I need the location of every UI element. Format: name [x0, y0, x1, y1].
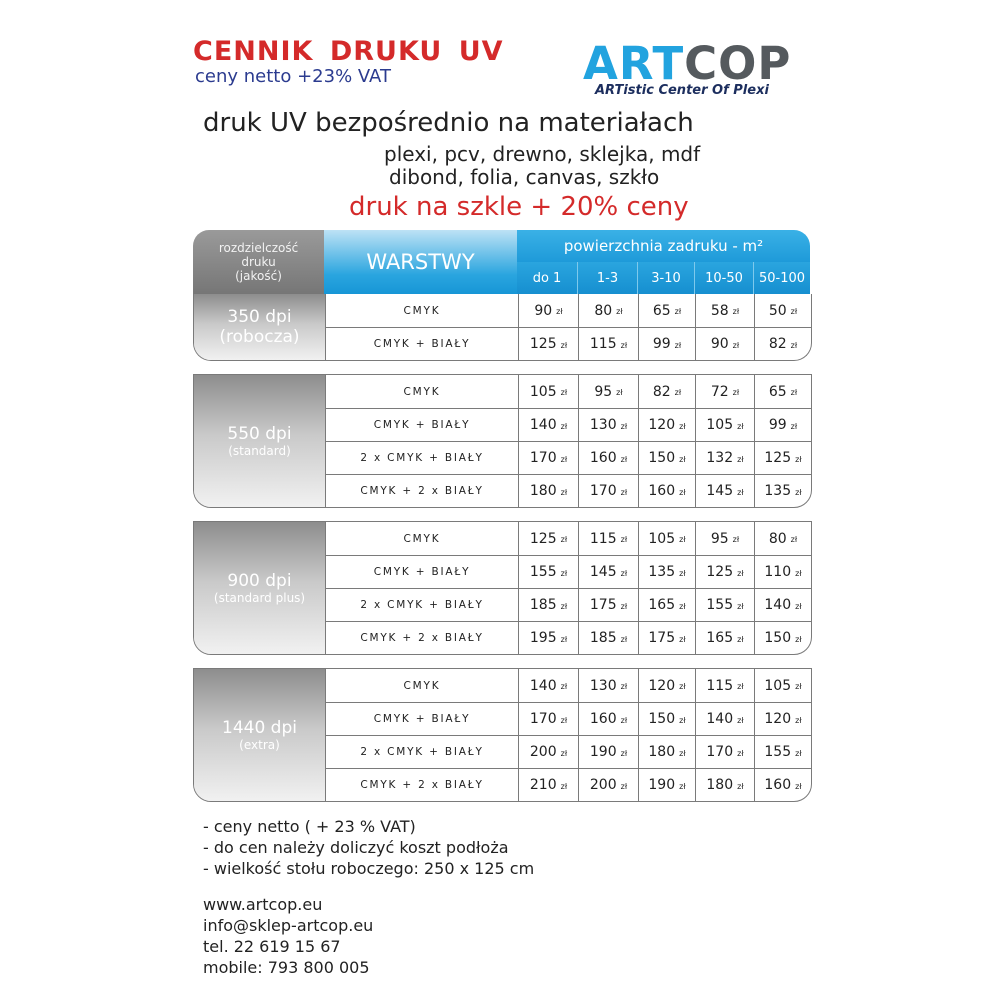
table-row — [325, 474, 811, 507]
price-value: 160 — [648, 483, 676, 499]
price-cell — [578, 328, 638, 360]
currency-label: zł — [560, 454, 568, 464]
table-row — [325, 375, 811, 408]
resolution-group — [193, 668, 812, 802]
mobile-number: mobile: 793 800 005 — [203, 958, 370, 977]
price-value: 185 — [589, 630, 617, 646]
price-cell — [518, 294, 578, 327]
currency-label: zł — [737, 781, 744, 791]
currency-label: zł — [790, 388, 798, 397]
layer-cell: 2 x CMYK + BIAŁY — [325, 442, 518, 474]
price-value: 120 — [648, 677, 676, 694]
currency-label: zł — [795, 634, 802, 644]
currency-label: zł — [790, 421, 798, 431]
price-value: 90 — [710, 336, 729, 352]
currency-label: zł — [560, 535, 568, 544]
price-cell — [638, 736, 695, 768]
price-cell — [578, 556, 638, 588]
price-value: 120 — [648, 417, 676, 433]
price-cell — [695, 375, 754, 408]
price-value: 132 — [706, 450, 734, 466]
price-value: 110 — [764, 564, 792, 580]
layer-cell: CMYK + BIAŁY — [325, 328, 518, 360]
layer-cell: CMYK + BIAŁY — [325, 409, 518, 441]
price-value: 115 — [706, 677, 734, 694]
currency-label: zł — [560, 634, 568, 644]
price-cell — [638, 328, 695, 360]
price-value: 175 — [589, 597, 617, 613]
resolution-group — [193, 374, 812, 508]
price-cell — [518, 589, 578, 621]
currency-label: zł — [674, 388, 682, 397]
price-cell — [578, 409, 638, 441]
price-value: 165 — [648, 597, 676, 613]
currency-label: zł — [737, 487, 744, 497]
price-cell — [518, 409, 578, 441]
price-cell — [638, 703, 695, 735]
price-cell — [518, 475, 578, 507]
table-row — [325, 621, 811, 654]
price-cell — [578, 589, 638, 621]
price-cell — [695, 328, 754, 360]
price-cell — [754, 409, 811, 441]
price-cell — [695, 736, 754, 768]
price-value: 180 — [529, 483, 557, 499]
currency-label: zł — [790, 340, 798, 350]
price-cell — [695, 294, 754, 327]
area-column-header: 3-10 — [637, 262, 694, 294]
price-value: 65 — [768, 383, 787, 400]
price-value: 160 — [589, 450, 617, 466]
price-cell — [754, 442, 811, 474]
price-value: 58 — [710, 302, 729, 319]
currency-label: zł — [560, 487, 568, 497]
price-cell — [754, 522, 811, 555]
currency-label: zł — [679, 634, 686, 644]
price-value: 180 — [706, 777, 734, 793]
currency-label: zł — [737, 682, 744, 691]
price-cell — [578, 736, 638, 768]
contact-info — [203, 894, 373, 978]
currency-label: zł — [679, 748, 686, 758]
price-value: 155 — [529, 564, 557, 580]
currency-label: zł — [679, 568, 686, 578]
price-cell — [638, 622, 695, 654]
currency-label: zł — [795, 454, 802, 464]
currency-label: zł — [616, 307, 623, 316]
area-header: powierzchnia zadruku - m² — [517, 230, 810, 262]
quality-label: (extra) — [239, 738, 280, 752]
price-cell — [638, 294, 695, 327]
price-cell — [578, 622, 638, 654]
currency-label: zł — [737, 421, 744, 431]
note-line: - do cen należy doliczyć koszt podłoża — [203, 838, 509, 857]
layer-cell: CMYK + 2 x BIAŁY — [325, 622, 518, 654]
currency-label: zł — [620, 568, 628, 578]
price-value: 105 — [764, 677, 792, 694]
currency-label: zł — [674, 340, 682, 350]
price-value: 210 — [529, 777, 557, 793]
currency-label: zł — [620, 682, 628, 691]
price-cell — [578, 769, 638, 801]
currency-label: zł — [616, 388, 623, 397]
price-value: 105 — [529, 383, 557, 400]
area-column-header: do 1 — [517, 262, 577, 294]
price-cell — [754, 589, 811, 621]
price-value: 170 — [589, 483, 617, 499]
website-link[interactable]: www.artcop.eu — [203, 895, 323, 914]
price-value: 170 — [529, 450, 557, 466]
price-cell — [578, 475, 638, 507]
currency-label: zł — [620, 748, 628, 758]
resolution-cell — [194, 375, 325, 507]
currency-label: zł — [620, 781, 628, 791]
price-cell — [754, 375, 811, 408]
resolution-header — [193, 230, 324, 294]
currency-label: zł — [795, 715, 802, 725]
price-cell — [754, 669, 811, 702]
currency-label: zł — [679, 535, 686, 544]
dpi-label: 900 dpi — [227, 571, 292, 591]
price-value: 190 — [648, 777, 676, 793]
table-row — [325, 522, 811, 555]
price-cell — [518, 442, 578, 474]
price-value: 125 — [529, 530, 557, 547]
currency-label: zł — [732, 388, 740, 397]
notes — [203, 816, 534, 879]
price-value: 90 — [534, 302, 553, 319]
price-cell — [518, 328, 578, 360]
currency-label: zł — [795, 487, 802, 497]
price-cell — [578, 522, 638, 555]
currency-label: zł — [560, 781, 568, 791]
table-row — [325, 294, 811, 327]
note-line: - wielkość stołu roboczego: 250 x 125 cm — [203, 859, 535, 878]
currency-label: zł — [737, 715, 744, 725]
price-value: 99 — [652, 336, 671, 352]
price-value: 65 — [652, 302, 671, 319]
currency-label: zł — [560, 601, 568, 611]
price-value: 125 — [764, 450, 792, 466]
currency-label: zł — [732, 307, 740, 316]
price-cell — [518, 669, 578, 702]
resolution-group — [193, 521, 812, 655]
price-value: 195 — [529, 630, 557, 646]
currency-label: zł — [732, 535, 740, 544]
price-cell — [754, 736, 811, 768]
price-value: 82 — [652, 383, 671, 400]
price-value: 160 — [764, 777, 792, 793]
price-value: 80 — [594, 302, 613, 319]
price-cell — [754, 769, 811, 801]
currency-label: zł — [674, 307, 682, 316]
area-column-header: 50-100 — [753, 262, 810, 294]
price-cell — [638, 522, 695, 555]
price-cell — [695, 442, 754, 474]
currency-label: zł — [737, 454, 744, 464]
resolution-header-line: rozdzielczość — [218, 241, 299, 255]
price-cell — [695, 522, 754, 555]
layer-cell: CMYK + 2 x BIAŁY — [325, 769, 518, 801]
price-cell — [518, 375, 578, 408]
currency-label: zł — [620, 601, 628, 611]
page-title: CENNIK DRUKU UV — [193, 36, 504, 67]
currency-label: zł — [790, 307, 798, 316]
price-cell — [695, 669, 754, 702]
price-cell — [695, 703, 754, 735]
currency-label: zł — [560, 568, 568, 578]
price-cell — [638, 475, 695, 507]
price-value: 80 — [768, 530, 787, 547]
materials-line-1: plexi, pcv, drewno, sklejka, mdf — [384, 142, 701, 166]
price-value: 160 — [589, 711, 617, 727]
currency-label: zł — [620, 487, 628, 497]
price-value: 105 — [648, 530, 676, 547]
layer-cell: CMYK — [325, 669, 518, 702]
price-cell — [518, 769, 578, 801]
price-cell — [578, 442, 638, 474]
currency-label: zł — [737, 634, 744, 644]
price-value: 105 — [706, 417, 734, 433]
price-value: 82 — [768, 336, 787, 352]
price-cell — [754, 703, 811, 735]
currency-label: zł — [679, 421, 686, 431]
currency-label: zł — [732, 340, 740, 350]
price-value: 130 — [589, 677, 617, 694]
currency-label: zł — [560, 340, 568, 350]
price-value: 135 — [764, 483, 792, 499]
currency-label: zł — [795, 781, 802, 791]
price-cell — [578, 703, 638, 735]
price-cell — [578, 294, 638, 327]
currency-label: zł — [560, 421, 568, 431]
resolution-header-line: druku — [241, 255, 276, 269]
price-value: 185 — [529, 597, 557, 613]
price-value: 155 — [764, 744, 792, 760]
price-value: 120 — [764, 711, 792, 727]
dpi-label: 350 dpi — [227, 307, 292, 327]
currency-label: zł — [560, 715, 568, 725]
currency-label: zł — [795, 568, 802, 578]
currency-label: zł — [737, 748, 744, 758]
price-cell — [695, 769, 754, 801]
layer-cell: CMYK + 2 x BIAŁY — [325, 475, 518, 507]
price-cell — [518, 622, 578, 654]
price-value: 125 — [529, 336, 557, 352]
price-value: 125 — [706, 564, 734, 580]
area-column-header: 1-3 — [577, 262, 637, 294]
price-value: 115 — [589, 336, 617, 352]
logo-cop: COP — [684, 37, 792, 90]
resolution-group — [193, 294, 812, 361]
currency-label: zł — [679, 601, 686, 611]
resolution-header-line: (jakość) — [235, 269, 282, 283]
table-row — [325, 768, 811, 801]
layer-cell: 2 x CMYK + BIAŁY — [325, 736, 518, 768]
price-cell — [638, 375, 695, 408]
price-cell — [754, 556, 811, 588]
price-value: 95 — [710, 530, 729, 547]
dpi-label: 550 dpi — [227, 424, 292, 444]
materials-line-2: dibond, folia, canvas, szkło — [389, 165, 660, 189]
currency-label: zł — [679, 487, 686, 497]
currency-label: zł — [620, 634, 628, 644]
layer-cell: CMYK — [325, 375, 518, 408]
table-row — [325, 408, 811, 441]
price-value: 150 — [764, 630, 792, 646]
price-value: 145 — [706, 483, 734, 499]
currency-label: zł — [560, 682, 568, 691]
table-row — [325, 588, 811, 621]
quality-label: (robocza) — [219, 327, 300, 347]
price-value: 200 — [589, 777, 617, 793]
price-value: 140 — [529, 677, 557, 694]
price-cell — [578, 669, 638, 702]
price-cell — [638, 589, 695, 621]
currency-label: zł — [679, 682, 686, 691]
note-line: - ceny netto ( + 23 % VAT) — [203, 817, 416, 836]
price-value: 140 — [706, 711, 734, 727]
price-cell — [638, 556, 695, 588]
price-cell — [578, 375, 638, 408]
table-row — [325, 555, 811, 588]
logo-wordmark — [583, 37, 792, 90]
price-value: 99 — [768, 417, 787, 433]
price-value: 180 — [648, 744, 676, 760]
layers-header: WARSTWY — [324, 230, 517, 294]
price-value: 115 — [589, 530, 617, 547]
price-value: 170 — [529, 711, 557, 727]
price-value: 155 — [706, 597, 734, 613]
layer-cell: CMYK + BIAŁY — [325, 703, 518, 735]
layer-cell: CMYK + BIAŁY — [325, 556, 518, 588]
price-value: 95 — [594, 383, 613, 400]
price-value: 145 — [589, 564, 617, 580]
price-cell — [695, 622, 754, 654]
currency-label: zł — [620, 421, 628, 431]
logo-art: ART — [583, 37, 685, 90]
price-value: 190 — [589, 744, 617, 760]
price-cell — [638, 442, 695, 474]
currency-label: zł — [737, 601, 744, 611]
table-row — [325, 702, 811, 735]
resolution-cell — [194, 294, 325, 360]
quality-label: (standard) — [228, 444, 291, 458]
area-column-header: 10-50 — [694, 262, 753, 294]
currency-label: zł — [679, 454, 686, 464]
price-value: 150 — [648, 450, 676, 466]
price-value: 165 — [706, 630, 734, 646]
price-cell — [518, 703, 578, 735]
price-cell — [695, 475, 754, 507]
price-cell — [638, 669, 695, 702]
price-cell — [754, 622, 811, 654]
currency-label: zł — [620, 340, 628, 350]
currency-label: zł — [620, 535, 628, 544]
currency-label: zł — [620, 454, 628, 464]
layer-cell: CMYK — [325, 522, 518, 555]
artcop-logo — [583, 37, 809, 102]
layer-cell: 2 x CMYK + BIAŁY — [325, 589, 518, 621]
resolution-cell — [194, 522, 325, 654]
price-cell — [518, 522, 578, 555]
table-row — [325, 441, 811, 474]
price-cell — [695, 556, 754, 588]
currency-label: zł — [737, 568, 744, 578]
table-row — [325, 327, 811, 360]
price-value: 175 — [648, 630, 676, 646]
currency-label: zł — [620, 715, 628, 725]
intro-heading: druk UV bezpośrednio na materiałach — [203, 108, 694, 138]
price-value: 72 — [710, 383, 729, 400]
price-value: 140 — [764, 597, 792, 613]
price-cell — [754, 475, 811, 507]
currency-label: zł — [556, 307, 563, 316]
quality-label: (standard plus) — [213, 591, 306, 605]
page-subtitle: ceny netto +23% VAT — [195, 66, 391, 87]
currency-label: zł — [679, 715, 686, 725]
price-value: 200 — [529, 744, 557, 760]
phone-number: tel. 22 619 15 67 — [203, 937, 341, 956]
table-row — [325, 735, 811, 768]
currency-label: zł — [795, 748, 802, 758]
price-value: 150 — [648, 711, 676, 727]
logo-tagline: ARTistic Center Of Plexi — [595, 83, 769, 98]
price-value: 170 — [706, 744, 734, 760]
price-value: 135 — [648, 564, 676, 580]
currency-label: zł — [790, 535, 798, 544]
price-cell — [754, 294, 811, 327]
price-cell — [695, 409, 754, 441]
currency-label: zł — [560, 748, 568, 758]
price-cell — [638, 409, 695, 441]
price-cell — [518, 736, 578, 768]
email-link[interactable]: info@sklep-artcop.eu — [203, 916, 374, 935]
price-value: 50 — [768, 302, 787, 319]
dpi-label: 1440 dpi — [222, 718, 297, 738]
currency-label: zł — [795, 601, 802, 611]
price-cell — [695, 589, 754, 621]
currency-label: zł — [679, 781, 686, 791]
table-row — [325, 669, 811, 702]
price-cell — [638, 769, 695, 801]
layer-cell: CMYK — [325, 294, 518, 327]
price-cell — [754, 328, 811, 360]
price-cell — [518, 556, 578, 588]
glass-surcharge-note: druk na szkle + 20% ceny — [349, 192, 689, 222]
currency-label: zł — [560, 388, 568, 397]
price-value: 140 — [529, 417, 557, 433]
price-value: 130 — [589, 417, 617, 433]
resolution-cell — [194, 669, 325, 801]
currency-label: zł — [795, 682, 802, 691]
